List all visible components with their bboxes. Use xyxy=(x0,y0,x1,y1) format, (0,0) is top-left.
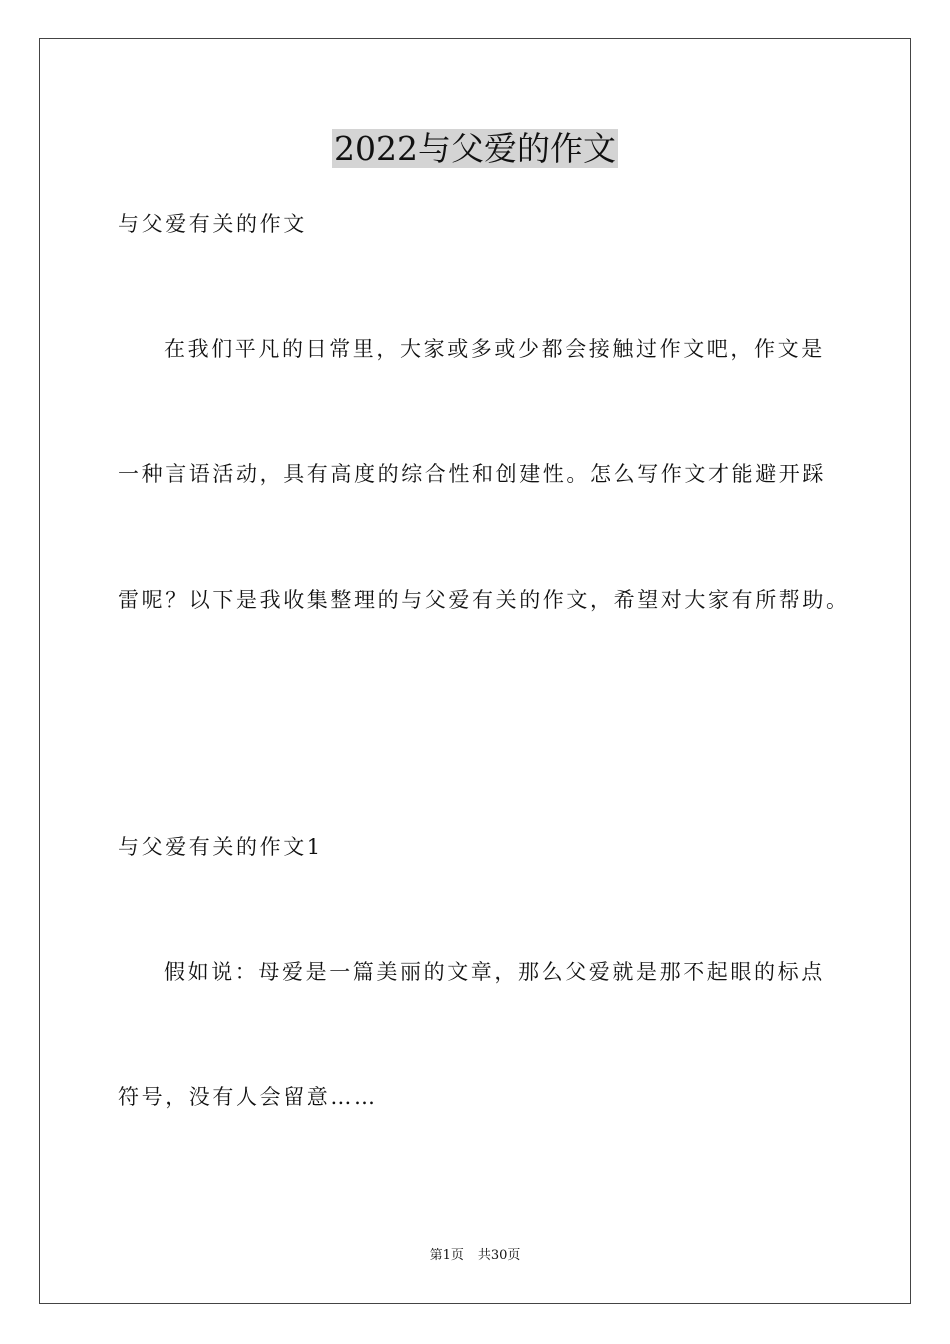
paragraph-line: 在我们平凡的日常里，大家或多或少都会接触过作文吧，作文是 xyxy=(164,337,825,361)
page-total: 共30页 xyxy=(477,1248,521,1263)
document-title-text: 2022与父爱的作文 xyxy=(334,129,616,168)
paragraph-line: 一种言语活动，具有高度的综合性和创建性。怎么写作文才能避开踩 xyxy=(118,462,826,486)
document-title xyxy=(0,128,950,170)
section-heading: 与父爱有关的作文1 xyxy=(118,835,323,859)
subtitle: 与父爱有关的作文 xyxy=(118,212,307,236)
paragraph-line: 符号，没有人会留意…… xyxy=(118,1085,378,1109)
page-number: 第1页 xyxy=(429,1248,464,1263)
page-footer xyxy=(0,1247,950,1265)
paragraph-line: 雷呢？以下是我收集整理的与父爱有关的作文，希望对大家有所帮助。 xyxy=(118,588,850,612)
paragraph-line: 假如说：母爱是一篇美丽的文章，那么父爱就是那不起眼的标点 xyxy=(164,960,825,984)
